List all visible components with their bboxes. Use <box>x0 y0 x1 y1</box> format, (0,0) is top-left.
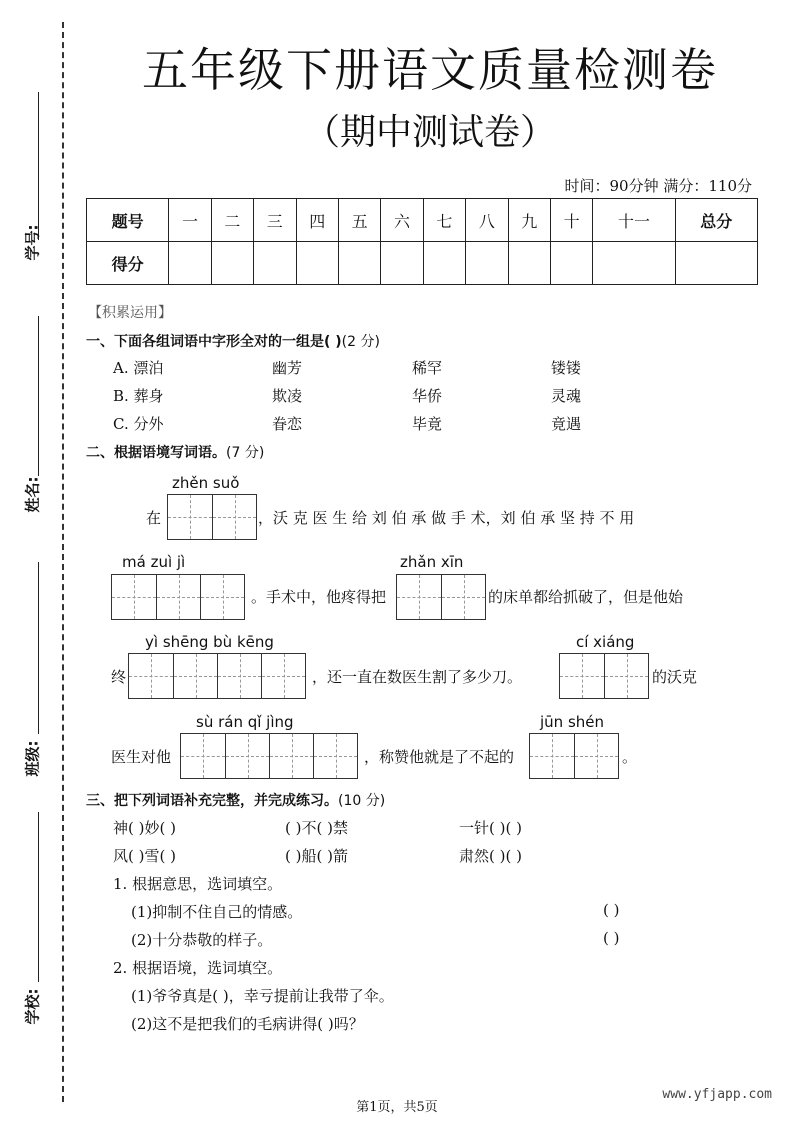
q2-sentence-text: ，称赞他就是了不起的 <box>364 748 515 766</box>
score-blank-cell[interactable] <box>211 242 253 285</box>
time-info: 时间：90分钟 满分：110分 <box>564 177 752 195</box>
q3-sub2-title: 2. 根据语境，选词填空。 <box>113 959 283 977</box>
q2-sentence-text: 的沃克 <box>652 668 698 686</box>
q3-idiom: 风( )雪( ) <box>113 847 176 865</box>
answer-cell[interactable] <box>225 734 269 778</box>
watermark: www.yfjapp.com <box>662 1087 772 1102</box>
xingming-line <box>38 316 39 476</box>
score-header-cell: 八 <box>466 199 508 242</box>
q3-idiom: 肃然( )( ) <box>459 847 522 865</box>
score-blank-cell[interactable] <box>550 242 592 285</box>
score-blank-cell[interactable] <box>466 242 508 285</box>
score-table <box>86 198 758 285</box>
score-blank-cell[interactable] <box>423 242 465 285</box>
score-header-cell: 一 <box>169 199 211 242</box>
score-header-cell: 二 <box>211 199 253 242</box>
answer-cell[interactable] <box>168 495 212 539</box>
q2-sentence-text: 。 <box>622 748 638 766</box>
xuexiao-line <box>38 812 39 982</box>
q3-points: (10 分) <box>338 793 386 809</box>
q2-sentence-text: 的床单都给抓破了，但是他始 <box>488 588 684 606</box>
q3-sub1-item: (1)抑制不住自己的情感。 <box>131 903 303 921</box>
q3-idiom: 一针( )( ) <box>459 819 522 837</box>
q3-idiom: ( )船( )箭 <box>285 847 348 865</box>
q3-idiom: ( )不( )禁 <box>285 819 348 837</box>
answer-cell[interactable] <box>217 654 261 698</box>
score-value-row <box>87 242 758 285</box>
answer-cell[interactable] <box>112 575 156 619</box>
banji-label: 班级: <box>23 740 42 777</box>
banji-line <box>38 562 39 734</box>
score-row-label: 得分 <box>87 242 169 285</box>
score-header-cell: 总分 <box>675 199 757 242</box>
answer-cell[interactable] <box>156 575 200 619</box>
q1-word: 华侨 <box>412 387 443 405</box>
answer-cell[interactable] <box>560 654 604 698</box>
section-tag: 【积累运用】 <box>88 305 172 321</box>
q3-title-text: 三、把下列词语补充完整，并完成练习。 <box>86 793 338 809</box>
score-header-cell: 题号 <box>87 199 169 242</box>
pinyin-cixiang: cí xiáng <box>576 633 635 651</box>
answer-cell[interactable] <box>574 734 618 778</box>
answer-cell[interactable] <box>604 654 648 698</box>
q3-idiom: 神( )妙( ) <box>113 819 176 837</box>
xuexiao-label: 学校: <box>23 988 42 1025</box>
q2-title <box>86 442 264 462</box>
q2-sentence-text: 医生对他 <box>111 748 172 766</box>
q2-sentence-text: ，沃 克 医 生 给 刘 伯 承 做 手 术，刘 伯 承 坚 持 不 用 <box>258 509 635 527</box>
score-blank-cell[interactable] <box>593 242 675 285</box>
score-header-cell: 三 <box>254 199 296 242</box>
score-blank-cell[interactable] <box>296 242 338 285</box>
pinyin-junshen: jūn shén <box>540 713 605 731</box>
pinyin-yishengbukeng: yì shēng bù kēng <box>145 633 274 651</box>
q3-sub2-item: (2)这不是把我们的毛病讲得( )吗？ <box>131 1015 364 1033</box>
answer-grid-suranqijing[interactable] <box>180 733 358 779</box>
answer-grid-yishengbukeng[interactable] <box>128 653 306 699</box>
answer-cell[interactable] <box>397 575 441 619</box>
q2-sentence-text: 终 <box>111 668 127 686</box>
score-header-cell: 五 <box>338 199 380 242</box>
score-blank-cell[interactable] <box>254 242 296 285</box>
answer-cell[interactable] <box>173 654 217 698</box>
page-subtitle: （期中测试卷） <box>303 112 556 153</box>
q1-word: 稀罕 <box>412 359 443 377</box>
score-header-cell: 七 <box>423 199 465 242</box>
q1-points: (2 分) <box>341 334 380 350</box>
score-header-cell: 九 <box>508 199 550 242</box>
answer-cell[interactable] <box>313 734 357 778</box>
q2-points: (7 分) <box>226 445 265 461</box>
answer-cell[interactable] <box>269 734 313 778</box>
answer-paren[interactable]: ( ) <box>603 929 620 947</box>
q1-word: 灵魂 <box>551 387 582 405</box>
score-header-row <box>87 199 758 242</box>
q3-sub1-title: 1. 根据意思，选词填空。 <box>113 875 283 893</box>
q2-sentence-text: 在 <box>146 509 162 527</box>
score-header-cell: 十一 <box>593 199 675 242</box>
xuehao-line <box>38 92 39 240</box>
pinyin-zhanxin: zhǎn xīn <box>400 553 464 571</box>
answer-grid-cixiang[interactable] <box>559 653 649 699</box>
pinyin-suranqijing: sù rán qǐ jìng <box>196 713 294 731</box>
q2-title-text: 二、根据语境写词语。 <box>86 445 226 461</box>
q3-sub1-item: (2)十分恭敬的样子。 <box>131 931 273 949</box>
score-blank-cell[interactable] <box>338 242 380 285</box>
q2-sentence-text: 。手术中，他疼得把 <box>251 588 387 606</box>
score-header-cell: 六 <box>381 199 423 242</box>
answer-grid-mazuiji[interactable] <box>111 574 245 620</box>
answer-grid-zhanxin[interactable] <box>396 574 486 620</box>
q1-word: 幽芳 <box>272 359 303 377</box>
answer-cell[interactable] <box>181 734 225 778</box>
score-blank-cell[interactable] <box>381 242 423 285</box>
q1-option: A. 漂泊 <box>113 359 164 377</box>
answer-grid-zhensuo[interactable] <box>167 494 257 540</box>
score-header-cell: 四 <box>296 199 338 242</box>
answer-cell[interactable] <box>212 495 256 539</box>
page-footer: 第1页，共5页 <box>356 1100 438 1115</box>
pinyin-zhensuo: zhěn suǒ <box>172 474 240 492</box>
pinyin-mazuiji: má zuì jì <box>122 553 186 571</box>
page-title: 五年级下册语文质量检测卷 <box>142 43 718 97</box>
xingming-label: 姓名: <box>23 476 42 513</box>
q1-word: 眷恋 <box>272 415 303 433</box>
q1-word: 毕竟 <box>412 415 443 433</box>
q1-option: B. 葬身 <box>113 387 164 405</box>
answer-paren[interactable]: ( ) <box>603 901 620 919</box>
score-blank-cell[interactable] <box>675 242 757 285</box>
score-blank-cell[interactable] <box>508 242 550 285</box>
answer-cell[interactable] <box>261 654 305 698</box>
answer-cell[interactable] <box>129 654 173 698</box>
q3-title <box>86 790 385 810</box>
q2-sentence-text: ，还一直在数医生割了多少刀。 <box>312 668 523 686</box>
score-blank-cell[interactable] <box>169 242 211 285</box>
answer-cell[interactable] <box>441 575 485 619</box>
answer-grid-junshen[interactable] <box>529 733 619 779</box>
q1-word: 镂镂 <box>551 359 582 377</box>
score-header-cell: 十 <box>550 199 592 242</box>
q1-option: C. 分外 <box>113 415 164 433</box>
xuehao-label: 学号: <box>23 224 42 261</box>
q1-word: 竟遇 <box>551 415 582 433</box>
q1-word: 欺凌 <box>272 387 303 405</box>
binding-dashed-line <box>62 22 64 1102</box>
q3-sub2-item: (1)爷爷真是( )，幸亏提前让我带了伞。 <box>131 987 394 1005</box>
q1-title-text: 一、下面各组词语中字形全对的一组是( ) <box>86 334 342 350</box>
q1-title <box>86 331 380 351</box>
answer-cell[interactable] <box>200 575 244 619</box>
answer-cell[interactable] <box>530 734 574 778</box>
